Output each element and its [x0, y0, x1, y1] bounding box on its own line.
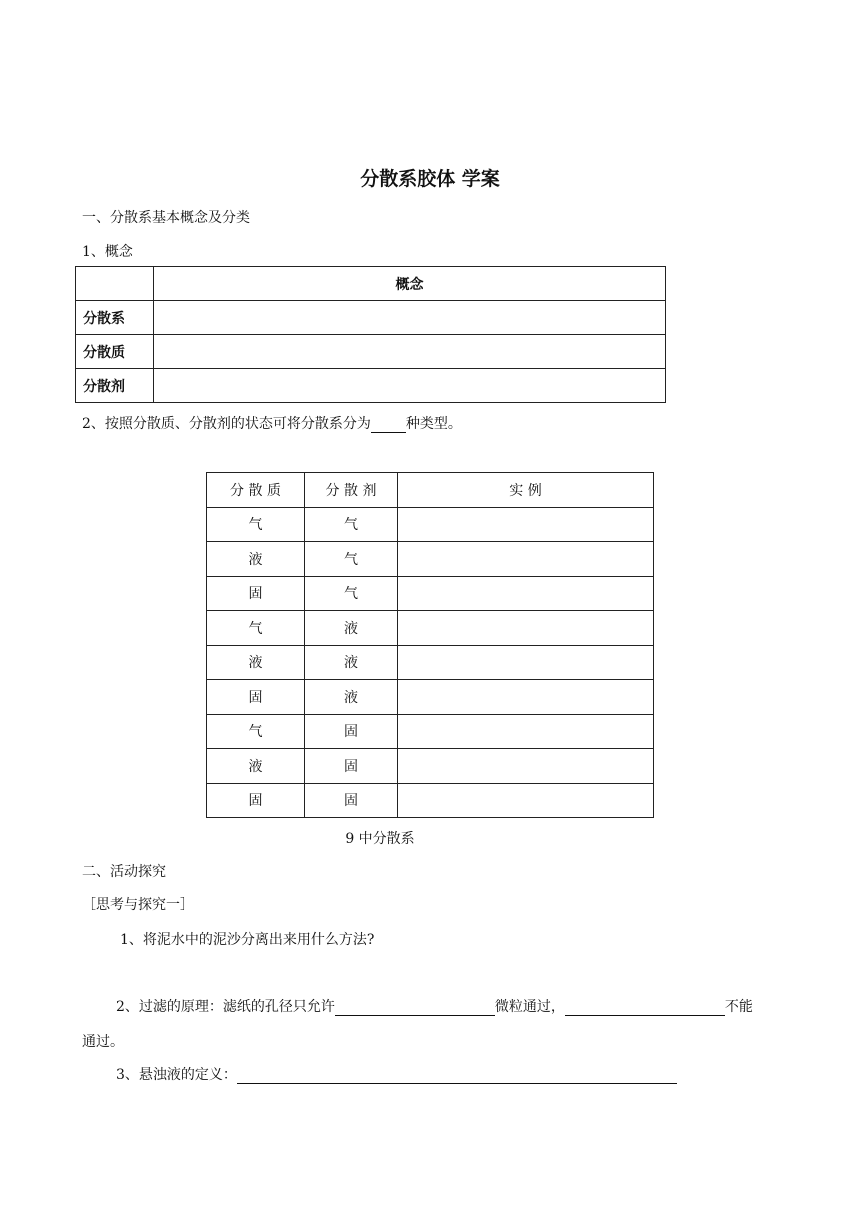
dispersion-medium-cell: 液 [305, 645, 398, 680]
concept-blank-cell [154, 335, 666, 369]
table-row [207, 507, 654, 542]
header-dispersed-phase: 分 散 质 [207, 473, 305, 508]
dispersion-medium-cell: 气 [305, 507, 398, 542]
example-blank-cell [398, 680, 654, 715]
dispersed-phase-cell: 气 [207, 507, 305, 542]
dispersed-phase-cell: 液 [207, 645, 305, 680]
row-label-dispersion-medium: 分散剂 [76, 369, 154, 403]
question-2-prefix: 2、按照分散质、分散剂的状态可将分散系分为 [82, 416, 371, 432]
table-cell [76, 267, 154, 301]
item-3-label: 3、悬浊液的定义： [116, 1067, 237, 1083]
dispersion-medium-cell: 气 [305, 576, 398, 611]
header-dispersion-medium: 分 散 剂 [305, 473, 398, 508]
example-blank-cell [398, 749, 654, 784]
table-row [207, 783, 654, 818]
item-2-prefix: 2、过滤的原理：滤纸的孔径只允许 [116, 999, 335, 1015]
item-2-suffix: 不能 [724, 999, 753, 1015]
question-2-suffix: 种类型。 [405, 416, 462, 432]
table-row [207, 611, 654, 646]
concept-blank-cell [154, 301, 666, 335]
dispersion-medium-cell: 固 [305, 749, 398, 784]
answer-blank [565, 999, 725, 1016]
dispersed-phase-cell: 固 [207, 680, 305, 715]
section-heading-1: 一、分散系基本概念及分类 [82, 210, 250, 226]
table-row [76, 301, 666, 335]
item-2-middle: 微粒通过， [494, 999, 565, 1015]
dispersed-phase-cell: 固 [207, 783, 305, 818]
dispersion-medium-cell: 固 [305, 714, 398, 749]
item-2-continuation: 通过。 [82, 1034, 124, 1050]
example-blank-cell [398, 783, 654, 818]
state-classification-table [206, 472, 654, 818]
table-row [207, 714, 654, 749]
item-1: 1、将泥水中的泥沙分离出来用什么方法? [120, 932, 375, 948]
answer-blank [335, 999, 495, 1016]
example-blank-cell [398, 714, 654, 749]
table-caption: 9 中分散系 [345, 831, 415, 847]
dispersion-medium-cell: 气 [305, 542, 398, 577]
row-label-dispersion-system: 分散系 [76, 301, 154, 335]
dispersed-phase-cell: 液 [207, 749, 305, 784]
table-row [76, 369, 666, 403]
table-row [207, 749, 654, 784]
answer-blank [371, 416, 406, 433]
table-row [207, 576, 654, 611]
row-label-dispersed-phase: 分散质 [76, 335, 154, 369]
table-row [207, 542, 654, 577]
table-row [207, 645, 654, 680]
answer-blank [237, 1067, 677, 1084]
bracket-heading: ［思考与探究一］ [82, 897, 194, 913]
dispersion-medium-cell: 液 [305, 680, 398, 715]
page-title: 分散系胶体 学案 [360, 168, 500, 190]
dispersed-phase-cell: 液 [207, 542, 305, 577]
dispersed-phase-cell: 固 [207, 576, 305, 611]
question-2 [82, 413, 462, 433]
table-row [76, 267, 666, 301]
table-header-cell: 概念 [154, 267, 666, 301]
dispersion-medium-cell: 固 [305, 783, 398, 818]
table-row [76, 335, 666, 369]
table-header-row [207, 473, 654, 508]
example-blank-cell [398, 645, 654, 680]
item-2 [116, 996, 753, 1016]
item-3 [116, 1064, 677, 1084]
example-blank-cell [398, 507, 654, 542]
dispersed-phase-cell: 气 [207, 714, 305, 749]
dispersion-medium-cell: 液 [305, 611, 398, 646]
header-examples: 实 例 [398, 473, 654, 508]
example-blank-cell [398, 542, 654, 577]
concept-blank-cell [154, 369, 666, 403]
example-blank-cell [398, 576, 654, 611]
example-blank-cell [398, 611, 654, 646]
dispersed-phase-cell: 气 [207, 611, 305, 646]
subheading-concept: 1、概念 [82, 244, 133, 260]
table-row [207, 680, 654, 715]
concept-table [75, 266, 666, 403]
section-heading-2: 二、活动探究 [82, 864, 166, 880]
